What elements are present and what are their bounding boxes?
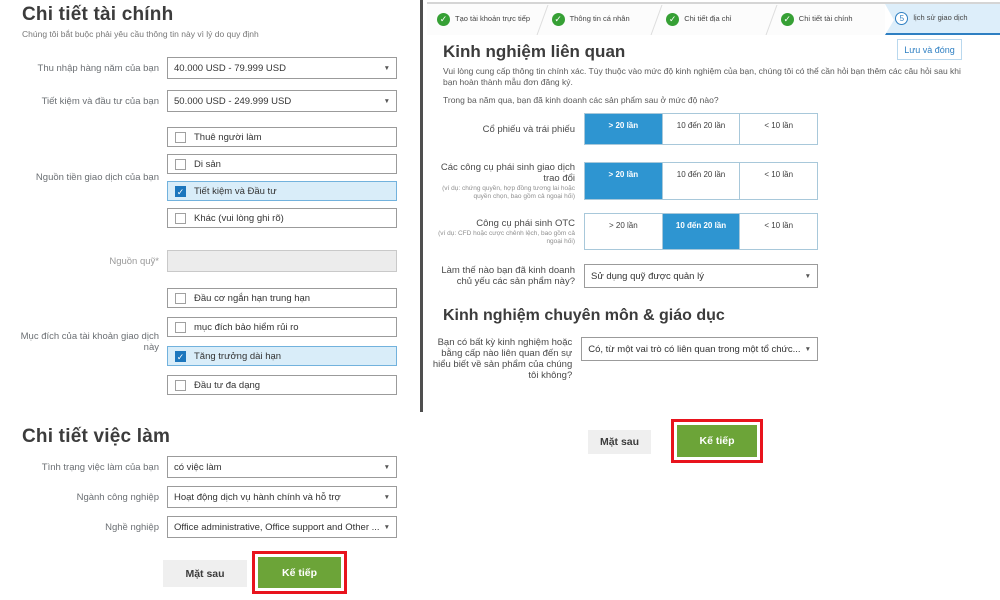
professional-experience-title: Kinh nghiệm chuyên môn & giáo dục (443, 307, 725, 324)
option-lt10[interactable]: < 10 lần (740, 163, 817, 199)
education-row (424, 337, 818, 381)
option-10to20[interactable]: 10 đến 20 lần (663, 214, 741, 249)
back-button-right[interactable]: Mặt sau (588, 430, 651, 454)
checkbox-option-long-term-growth[interactable] (167, 346, 397, 366)
step-label: Chi tiết địa chỉ (684, 14, 732, 24)
back-button[interactable]: Mặt sau (163, 560, 247, 587)
next-button[interactable]: Kế tiếp (258, 557, 341, 588)
occupation-select[interactable] (167, 516, 397, 538)
option-label: Đầu cơ ngắn hạn trung hạn (194, 292, 311, 304)
industry-value: Hoạt động dịch vụ hành chính và hỗ trợ (174, 491, 341, 503)
checkbox-option-inheritance[interactable] (167, 154, 397, 174)
table-row-otc-derivatives (424, 213, 818, 250)
step-trading-history[interactable] (885, 4, 1000, 35)
row-label: Cổ phiếu và trái phiếu (482, 123, 575, 135)
step-address-details[interactable] (656, 4, 771, 35)
option-label: Thuê người làm (194, 131, 262, 143)
checkbox-checked-icon[interactable]: ✓ (176, 351, 185, 362)
how-traded-select[interactable] (584, 264, 818, 288)
how-traded-row (424, 264, 818, 288)
how-traded-label: Làm thế nào bạn đã kinh doanh chủ yếu các sản phẩm này? (441, 265, 575, 287)
how-traded-value: Sử dụng quỹ được quản lý (591, 270, 704, 282)
row-note: (ví dụ: chứng quyền, hợp đồng tương lai hoặc quyền chọn, bao gồm cả ngoại hối) (442, 185, 575, 200)
education-value: Có, từ một vai trò có liên quan trong một tổ chức... (588, 343, 801, 355)
next-button-right-highlight (671, 419, 763, 463)
option-gt20[interactable]: > 20 lần (585, 114, 663, 144)
savings-select[interactable] (167, 90, 397, 112)
option-label: Di sản (194, 158, 221, 170)
related-experience-intro: Vui lòng cung cấp thông tin chính xác. Tùy thuộc vào mức độ kinh nghiệm của bạn, chúng tôi có thể cần hỏi bạn thêm các câu hỏi sau khi bạn hoàn thành mẫu đơn đăng ký. (443, 66, 961, 87)
account-purpose-group-label: Mục đích của tài khoản giao dịch này (20, 330, 159, 353)
option-label: Đầu tư đa dạng (194, 379, 261, 391)
step-personal-info[interactable] (542, 4, 657, 35)
account-purpose-group (7, 288, 397, 395)
table-row-exchange-derivatives (424, 162, 818, 200)
option-gt20[interactable]: > 20 lần (585, 163, 663, 199)
checkbox-option-speculation[interactable] (167, 288, 397, 308)
chevron-down-icon: ▼ (383, 97, 390, 105)
step-create-account[interactable] (427, 4, 542, 35)
occupation-value: Office administrative, Office support and Other ... (173, 521, 380, 533)
employment-details-title: Chi tiết việc làm (22, 426, 171, 447)
fund-source-row (7, 250, 397, 272)
savings-value: 50.000 USD - 249.999 USD (174, 95, 292, 107)
employment-status-value: có việc làm (174, 461, 222, 473)
employment-status-row (7, 456, 397, 478)
checkbox-icon[interactable] (175, 322, 186, 333)
option-lt10[interactable]: < 10 lần (740, 114, 817, 144)
employment-status-label: Tình trạng việc làm của bạn (41, 461, 159, 473)
option-label: mục đích bảo hiểm rủi ro (194, 321, 299, 333)
next-button-right[interactable]: Kế tiếp (677, 425, 757, 457)
checkbox-checked-icon[interactable]: ✓ (176, 186, 185, 197)
industry-label: Ngành công nghiệp (76, 491, 159, 503)
row-label: Công cụ phái sinh OTC (476, 218, 575, 229)
checkbox-option-hedging[interactable] (167, 317, 397, 337)
savings-label: Tiết kiệm và đầu tư của bạn (41, 95, 159, 107)
savings-row (7, 90, 397, 112)
checkbox-option-diversification[interactable] (167, 375, 397, 395)
education-select[interactable] (581, 337, 818, 361)
checkbox-icon[interactable] (175, 213, 186, 224)
option-label: Tăng trưởng dài hạn (194, 350, 282, 362)
industry-row (7, 486, 397, 508)
save-and-close-button[interactable]: Lưu và đóng (897, 39, 962, 60)
option-10to20[interactable]: 10 đến 20 lần (663, 114, 741, 144)
step-arrow-icon (885, 4, 894, 35)
check-circle-icon: ✓ (781, 13, 794, 26)
annual-income-label: Thu nhập hàng năm của bạn (37, 62, 159, 74)
chevron-down-icon: ▼ (804, 272, 811, 280)
checkbox-option-employment-income[interactable] (167, 127, 397, 147)
step-label: Thông tin cá nhân (569, 14, 630, 24)
option-lt10[interactable]: < 10 lần (740, 214, 817, 249)
row-note: (ví dụ: CFD hoặc cược chênh lệch, bao gồm cả ngoại hối) (438, 230, 575, 245)
checkbox-option-other[interactable] (167, 208, 397, 228)
next-button-highlight (252, 551, 347, 594)
chevron-down-icon: ▼ (383, 523, 390, 531)
option-label: Tiết kiệm và Đầu tư (194, 185, 277, 197)
annual-income-row (7, 57, 397, 79)
industry-select[interactable] (167, 486, 397, 508)
chevron-down-icon: ▼ (383, 493, 390, 501)
check-circle-icon: ✓ (437, 13, 450, 26)
chevron-down-icon: ▼ (804, 345, 811, 353)
progress-steps (427, 2, 1000, 35)
financial-details-subtitle: Chúng tôi bắt buộc phải yêu cầu thông tin này vì lý do quy định (22, 29, 259, 39)
panel-divider (420, 0, 423, 412)
check-circle-icon: ✓ (666, 13, 679, 26)
step-label: Tạo tài khoản trực tiếp (455, 14, 531, 24)
checkbox-option-savings-investments[interactable] (167, 181, 397, 201)
financial-details-title: Chi tiết tài chính (22, 4, 174, 25)
fund-source-label: Nguồn quỹ* (109, 255, 159, 267)
step-financial-details[interactable] (771, 4, 886, 35)
funds-source-group (7, 127, 397, 228)
option-10to20[interactable]: 10 đến 20 lần (663, 163, 741, 199)
education-question: Bạn có bất kỳ kinh nghiệm hoặc bằng cấp nào liên quan đến sự hiểu biết về sản phẩm của chúng tôi không? (432, 337, 573, 381)
annual-income-value: 40.000 USD - 79.999 USD (174, 62, 286, 74)
option-gt20[interactable]: > 20 lần (585, 214, 663, 249)
step-label: lịch sử giao dịch (913, 13, 968, 23)
chevron-down-icon: ▼ (383, 463, 390, 471)
step-label: Chi tiết tài chính (798, 14, 853, 24)
checkbox-icon[interactable] (175, 380, 186, 391)
row-label: Các công cụ phái sinh giao dịch trao đổi (440, 162, 575, 184)
funds-source-group-label: Nguồn tiền giao dịch của bạn (35, 172, 159, 183)
checkbox-icon[interactable] (175, 159, 186, 170)
check-circle-icon: ✓ (552, 13, 565, 26)
fund-source-input[interactable] (167, 250, 397, 272)
option-label: Khác (vui lòng ghi rõ) (194, 212, 284, 224)
step-number-icon: 5 (895, 12, 908, 25)
occupation-row (7, 516, 397, 538)
employment-status-select[interactable] (167, 456, 397, 478)
checkbox-icon[interactable] (175, 132, 186, 143)
table-row-shares-bonds (424, 113, 818, 145)
occupation-label: Nghề nghiệp (105, 521, 159, 533)
chevron-down-icon: ▼ (383, 64, 390, 72)
trading-frequency-question: Trong ba năm qua, bạn đã kinh doanh các sản phẩm sau ở mức độ nào? (443, 95, 719, 105)
related-experience-title: Kinh nghiệm liên quan (443, 42, 626, 61)
annual-income-select[interactable] (167, 57, 397, 79)
checkbox-icon[interactable] (175, 293, 186, 304)
